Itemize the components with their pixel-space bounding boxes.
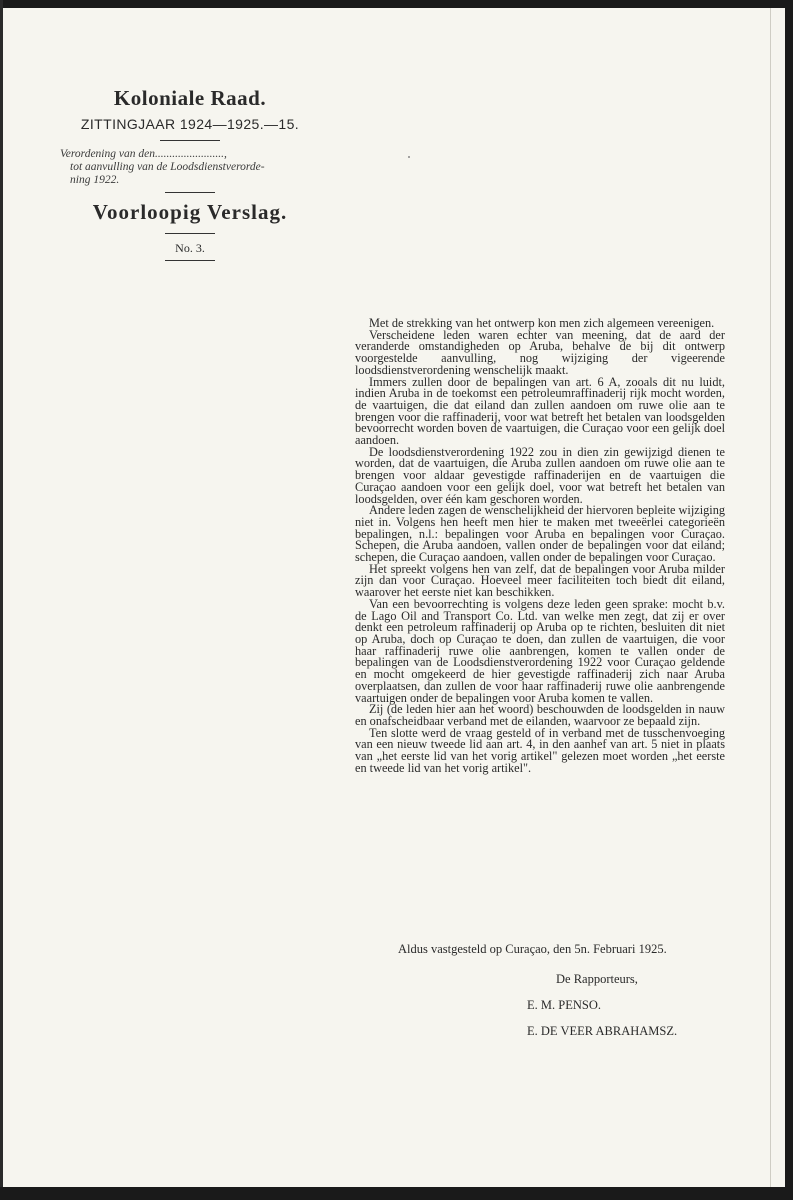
body-paragraph: Het spreekt volgens hen van zelf, dat de bepalingen voor Aruba milder zijn dan voor Curaçao. Hoeveel meer faciliteiten toch biedt dit eiland, waarover het eerste niet kan beschikken. — [355, 561, 725, 600]
rapporteurs-label: De Rapporteurs, — [556, 972, 638, 986]
body-paragraph: Met de strekking van het ontwerp kon men zich algemeen vereenigen. — [369, 316, 715, 330]
scan-border-bottom — [0, 1187, 793, 1200]
subject-divider — [165, 192, 215, 193]
council-title: Koloniale Raad. — [113, 86, 267, 110]
body-paragraph: De loodsdienstverordening 1922 zou in dien zin gewijzigd dienen te worden, dat de vaartuigen, die Aruba zullen aandoen om ruwe olie aan te brengen voor aldaar gevestigde raffinaderijen en de vaartuigen die Curaçao aandoen voor een gelijk doel, voor wat betreft het betalen van loodsgelden, over één kam geschoren worden. — [355, 444, 725, 506]
number-divider — [165, 260, 215, 261]
signer-name: E. DE VEER ABRAHAMSZ. — [527, 1024, 678, 1038]
body-paragraph: Zij (de leden hier aan het woord) beschouwden de loodsgelden in nauw en onafscheidbaar verband met de eilanden, waarvoor ze bepaald zijn. — [355, 702, 725, 728]
subject-line: tot aanvulling van de Loodsdienstverorde- — [70, 161, 265, 173]
report-title: Voorloopig Verslag. — [92, 200, 288, 224]
scan-border-left — [0, 0, 3, 1200]
body-paragraph: Immers zullen door de bepalingen van art. 6 A, zooals dit nu luidt, indien Aruba in de toekomst een petroleumraffinaderij rijk mocht worden, de vaartuigen, die dat eiland dan zullen aandoen om ruwe olie aan te brengen voor die raffinaderij, voor wat betreft het betalen van loodsgelden bevoorrecht worden boven de vaartuigen, die Curaçao voor een gelijk doel aandoen. — [355, 374, 725, 448]
body-paragraph: Verscheidene leden waren echter van meening, dat de aard der veranderde omstandigheden op Aruba, behalve de bij dit ontwerp voorgestelde aanvulling, nog wijziging der vigeerende loodsdienstverordening wenschelijk maakt. — [355, 327, 725, 377]
page-edge-line — [770, 8, 771, 1187]
session-line: ZITTINGJAAR 1924—1925.—15. — [80, 116, 300, 132]
scan-border-top — [0, 0, 793, 8]
subject-line: ning 1922. — [70, 174, 120, 186]
body-paragraph: Ten slotte werd de vraag gesteld of in verband met de tusschenvoeging van een nieuw tweede lid aan art. 4, in den aanhef van art. 5 niet in plaats van „het eerste lid van het vorig artikel" gelezen moet worden „het eerste en tweede lid van het vorig artikel". — [355, 725, 725, 775]
paper-speck — [408, 156, 410, 158]
scan-border-right — [785, 0, 793, 1200]
header-divider — [160, 140, 220, 141]
signer-name: E. M. PENSO. — [527, 998, 601, 1012]
document-number: No. 3. — [175, 241, 205, 255]
established-line: Aldus vastgesteld op Curaçao, den 5n. Februari 1925. — [398, 942, 667, 956]
subject-line: Verordening van den........................, — [60, 148, 227, 160]
report-body — [355, 318, 725, 774]
body-paragraph: Van een bevoorrechting is volgens deze leden geen sprake: mocht b.v. de Lago Oil and Transport Co. Ltd. van welke men zegt, dat zij er over denkt een petroleum raffinaderij op Aruba op te richten, besluiten dit niet op Aruba, doch op Curaçao te doen, dan zullen de vaartuigen, die voor haar raffinaderij ruwe olie aanbrengen, komen te vallen onder de bepalingen van de Loodsdienstverordening 1922 voor Curaçao geldende en mocht omgekeerd de hier gevestigde raffinaderij zich naar Aruba overplaatsen, dan zullen de voor haar raffinaderij ruwe olie aanbrengende vaartuigen onder de bepalingen voor Aruba komen te vallen. — [355, 596, 725, 705]
subject-block — [60, 148, 320, 187]
title-divider — [165, 233, 215, 234]
body-paragraph: Andere leden zagen de wenschelijkheid der hiervoren bepleite wijziging niet in. Volgens hen heeft men hier te maken met tweeërlei categorieën bepalingen, n.l.: bepalingen voor Aruba en bepalingen voor Curaçao. Schepen, die Aruba aandoen, vallen onder de bepalingen voor dat eiland; schepen, die Curaçao aandoen, vallen onder de bepalingen voor Curaçao. — [355, 503, 725, 565]
